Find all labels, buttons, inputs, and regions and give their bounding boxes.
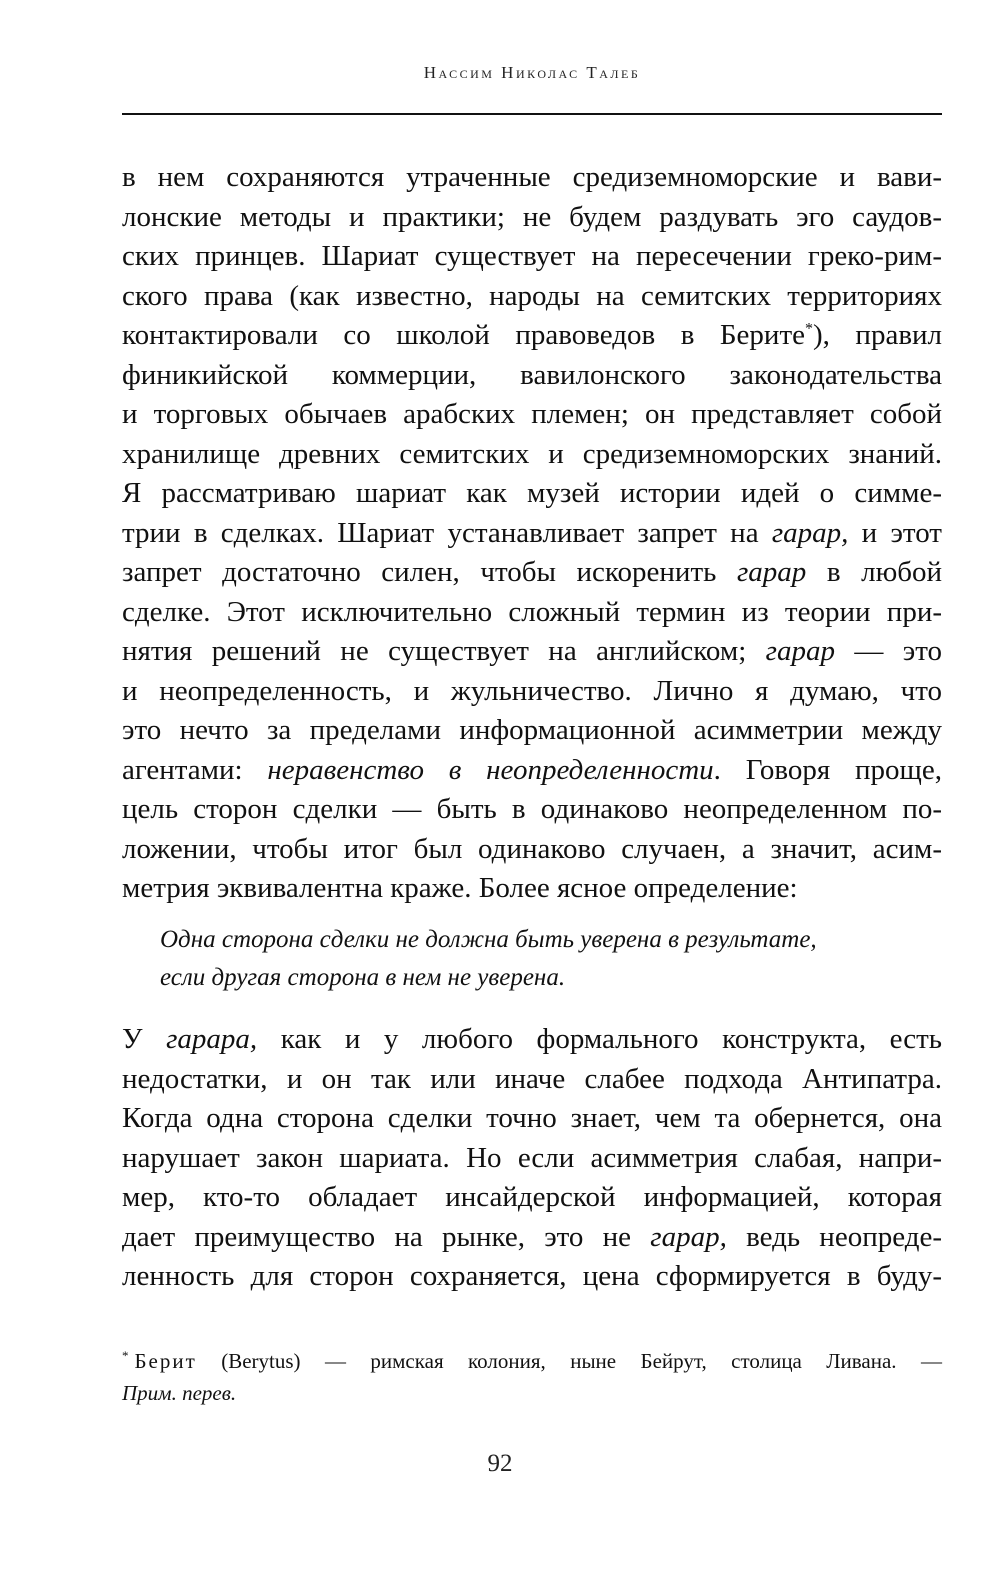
- text-line: это нечто за пределами информационной асимметрии между: [122, 714, 942, 746]
- footnote-line: [122, 1340, 942, 1377]
- text-segment: . Говоря проще,: [713, 753, 942, 786]
- footnote-mark: *: [122, 1348, 129, 1363]
- text-segment: агентами:: [122, 753, 268, 786]
- text-line: лонские методы и практики; не будем раздувать эго саудов-: [122, 200, 942, 233]
- text-segment: ), правил: [813, 319, 942, 351]
- block-quote: [160, 921, 920, 997]
- text-line: и неопределенность, и жульничество. Лично я думаю, что: [122, 674, 942, 707]
- text-line: нарушает закон шариата. Но если асимметрия слабая, напри-: [122, 1141, 942, 1174]
- text-line: мер, кто-то обладает инсайдерской информацией, которая: [122, 1181, 942, 1213]
- text-segment: дает преимущество на рынке, это не: [122, 1220, 651, 1253]
- text-line: сделке. Этот исключительно сложный термин из теории при-: [122, 595, 942, 628]
- text-segment: нятия решений не существует на английском;: [122, 635, 766, 667]
- italic-term: гарар: [736, 556, 807, 588]
- text-segment: как и у любого формального конструкта, есть: [257, 1023, 942, 1055]
- text-line: хранилище древних семитских и средиземноморских знаний.: [122, 437, 942, 470]
- text-line: недостатки, и он так или иначе слабее подхода Антипатра.: [122, 1062, 942, 1095]
- text-segment: и этот: [848, 516, 942, 549]
- text-line: в нем сохраняются утраченные средиземноморские и вави-: [122, 161, 942, 193]
- footnote-line: [122, 1377, 942, 1409]
- text-line: ского права (как известно, народы на семитских территориях: [122, 279, 942, 312]
- italic-term: гарар,: [771, 516, 849, 549]
- text-line: финикийской коммерции, вавилонского законодательства: [122, 358, 942, 391]
- footnote-reference: *: [805, 320, 813, 338]
- text-line: [122, 632, 942, 672]
- page-number: 92: [487, 1450, 513, 1477]
- text-line: Я рассматриваю шариат как музей истории идей о симме-: [122, 477, 942, 509]
- text-segment: ведь неопреде-: [726, 1220, 942, 1253]
- footnote-term: Берит: [134, 1349, 197, 1373]
- quote-line: Одна сторона сделки не должна быть уверена в результате,: [160, 926, 817, 953]
- text-line: [122, 1218, 942, 1258]
- footnote: [122, 1340, 942, 1409]
- footnote-text: (Berytus) — римская колония, ныне Бейрут, столица Ливана. —: [196, 1349, 942, 1373]
- text-segment: трии в сделках. Шариат устанавливает запрет на: [122, 516, 772, 549]
- quote-line: если другая сторона в нем не уверена.: [160, 964, 566, 991]
- text-line: метрия эквивалентна краже. Более ясное определение:: [122, 872, 798, 904]
- italic-term: гарар: [765, 635, 835, 667]
- text-line: ложении, чтобы итог был одинаково случаен, а значит, асим-: [122, 832, 942, 865]
- header-rule: [122, 113, 942, 115]
- text-line: ленность для сторон сохраняется, цена сформируется в буду-: [122, 1260, 942, 1292]
- italic-term: гарар,: [650, 1220, 727, 1253]
- text-line: [122, 553, 942, 593]
- text-line: ских принцев. Шариат существует на пересечении греко-рим-: [122, 240, 942, 272]
- text-line: [122, 514, 942, 554]
- italic-term: неравенство в неопределенности: [267, 753, 714, 786]
- text-line: [122, 316, 942, 356]
- text-line: [122, 751, 942, 791]
- text-segment: запрет достаточно силен, чтобы искоренить: [122, 556, 737, 588]
- italic-term: гарара,: [166, 1023, 258, 1055]
- text-line: цель сторон сделки — быть в одинаково неопределенном по-: [122, 793, 942, 825]
- text-segment: — это: [834, 635, 942, 667]
- text-line: [122, 1020, 942, 1060]
- text-line: и торговых обычаев арабских племен; он представляет собой: [122, 398, 942, 430]
- paragraph-1: [122, 158, 942, 909]
- text-segment: контактировали со школой правоведов в Берите: [122, 319, 805, 351]
- text-segment: в любой: [806, 556, 943, 588]
- running-head: Нассим Николас Талеб: [423, 63, 641, 82]
- paragraph-2: [122, 1020, 942, 1297]
- translator-note: Прим. перев.: [122, 1381, 237, 1405]
- text-line: Когда одна сторона сделки точно знает, чем та обернется, она: [122, 1102, 942, 1134]
- text-segment: У: [122, 1023, 167, 1055]
